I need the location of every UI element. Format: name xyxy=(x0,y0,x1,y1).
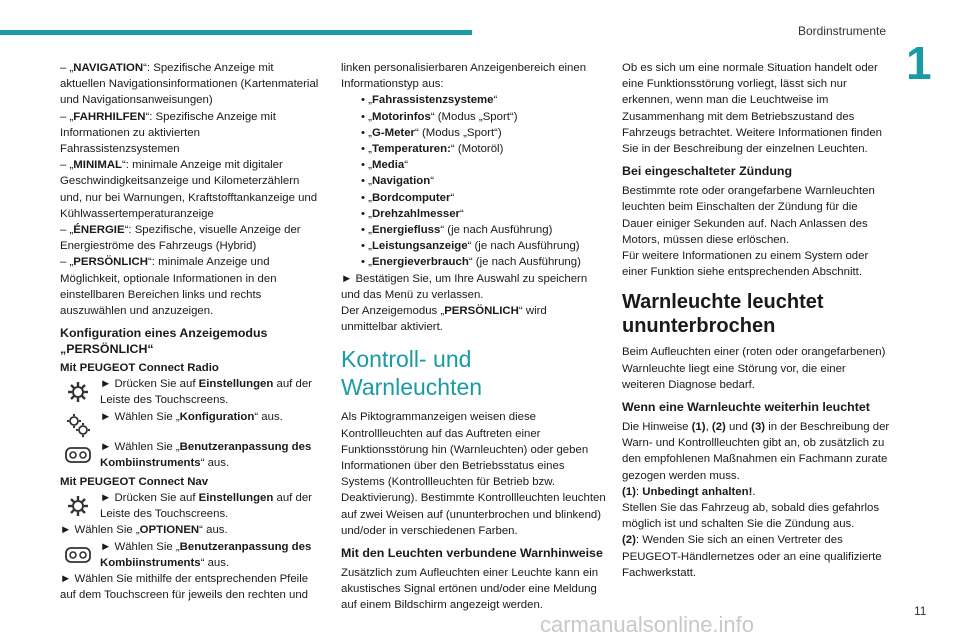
step-text: ► Drücken Sie auf Einstellungen auf der Leiste des Touchscreens. xyxy=(100,378,312,407)
paragraph: – „MINIMAL“: minimale Anzeige mit digitaler Geschwindigkeitsanzeige und Kilometerzählern und, nur bei Warnungen, Kraftstofftankanzeige und Kühlwassertemperaturanzeige xyxy=(60,159,318,220)
list-item: • „Media“ xyxy=(361,159,409,172)
subheading: Wenn eine Warnleuchte weiterhin leuchtet xyxy=(622,400,870,415)
step-row xyxy=(60,539,322,571)
heading-connect-radio: Mit PEUGEOT Connect Radio xyxy=(60,362,219,375)
paragraph: – „ÉNERGIE“: Spezifische, visuelle Anzeige der Energieströme des Fahrzeugs (Hybrid) xyxy=(60,224,301,253)
watermark: carmanualsonline.info xyxy=(540,612,755,637)
instrument-cluster-icon xyxy=(64,441,92,469)
list-item: • „Fahrassistenzsysteme“ xyxy=(361,94,498,107)
step-text: ► Bestätigen Sie, um Ihre Auswahl zu speichern und das Menü zu verlassen. xyxy=(341,272,588,301)
list-item: • „Energieverbrauch“ (je nach Ausführung) xyxy=(361,256,581,269)
heading-connect-nav: Mit PEUGEOT Connect Nav xyxy=(60,476,209,489)
step-row xyxy=(60,409,322,439)
paragraph: Bestimmte rote oder orangefarbene Warnleuchten leuchten beim Einschalten der Zündung für die Dauer einiger Sekunden auf. Nach Anlassen des Motors, müssen diese erlöschen. xyxy=(622,185,875,246)
paragraph: Stellen Sie das Fahrzeug ab, sobald dies gefahrlos möglich ist und schalten Sie die Zündung aus. xyxy=(622,502,880,531)
step-text: ► Wählen Sie mithilfe der entsprechenden Pfeile auf dem Touchscreen für jeweils den rechten und xyxy=(60,573,309,602)
column-3 xyxy=(622,60,890,581)
step-text: ► Wählen Sie „Konfiguration“ aus. xyxy=(100,410,283,423)
step-text: ► Wählen Sie „Benutzeranpassung des Kombiinstruments“ aus. xyxy=(100,540,312,569)
list-item: • „Drehzahlmesser“ xyxy=(361,207,464,220)
subheading: Mit den Leuchten verbundene Warnhinweise xyxy=(341,546,603,561)
step-row xyxy=(60,439,322,471)
gear-icon xyxy=(64,378,92,406)
paragraph: – „FAHRHILFEN“: Spezifische Anzeige mit Informationen zu aktivierten Fahrassistenzsystemen xyxy=(60,110,276,156)
gears-icon xyxy=(64,411,92,439)
list-item: • „G-Meter“ (Modus „Sport“) xyxy=(361,126,502,139)
column-2 xyxy=(341,60,606,614)
list-item: • „Navigation“ xyxy=(361,175,434,188)
gear-icon xyxy=(64,492,92,520)
paragraph: (2): Wenden Sie sich an einen Vertreter des PEUGEOT-Händlernetzes oder an eine qualifizierte Fachwerkstatt. xyxy=(622,534,882,579)
paragraph: Der Anzeigemodus „PERSÖNLICH“ wird unmittelbar aktiviert. xyxy=(341,305,547,334)
header-accent-bar xyxy=(0,30,472,35)
page-number: 11 xyxy=(914,604,927,618)
chapter-number: 1 xyxy=(906,37,932,89)
paragraph: Die Hinweise (1), (2) und (3) in der Beschreibung der Warn- und Kontrollleuchten gibt an, ob zusätzlich zu den empfohlenen Maßnahmen ein Fachmann zurate gezogen werden muss. xyxy=(622,421,890,482)
step-row xyxy=(60,490,322,522)
list-item: • „Energiefluss“ (je nach Ausführung) xyxy=(361,224,553,237)
list-item: • „Bordcomputer“ xyxy=(361,191,455,204)
list-item: • „Temperaturen:“ (Motoröl) xyxy=(361,143,504,156)
paragraph: – „PERSÖNLICH“: minimale Anzeige und Möglichkeit, optionale Informationen in den einstellbaren Bereichen links und rechts auszuwählen und anzuzeigen. xyxy=(60,256,277,318)
paragraph: (1): Unbedingt anhalten!. xyxy=(622,485,756,498)
section-heading: Warnleuchte leuchtet ununterbrochen xyxy=(622,291,824,338)
list-item: • „Leistungsanzeige“ (je nach Ausführung) xyxy=(361,240,580,253)
subheading: Bei eingeschalteter Zündung xyxy=(622,164,793,179)
step-text: ► Wählen Sie „OPTIONEN“ aus. xyxy=(60,524,228,537)
section-heading: Kontroll- und Warnleuchten xyxy=(341,346,483,401)
section-title: Bordinstrumente xyxy=(797,24,886,38)
paragraph: Als Piktogrammanzeigen weisen diese Kontrollleuchten auf das Auftreten einer Funktionsstörung hin (Warnleuchten) oder geben Informationen über den Betriebsstatus eines Systems (Kontrollleuchten für Betrieb bzw. Deaktivierung). Bestimmte Kontrollleuchten leuchten auf zwei Weisen auf (ununterbrochen und blinkend) und/oder in verschiedenen Farben. xyxy=(341,411,606,537)
column-1 xyxy=(60,60,322,603)
paragraph: Beim Aufleuchten einer (roten oder orangefarbenen) Warnleuchte liegt eine Störung vor, die einer weiteren Diagnose bedarf. xyxy=(622,346,886,391)
paragraph: Für weitere Informationen zu einem System oder einer Funktion siehe entsprechenden Abschnitt. xyxy=(622,250,869,279)
paragraph: Ob es sich um eine normale Situation handelt oder eine Funktionsstörung vorliegt, lässt sich nur erkennen, wenn man die Leuchtweise im Zusammenhang mit dem Betriebszustand des Fahrzeugs betrachtet. Weitere Informationen finden Sie in der Beschreibung der einzelnen Leuchten. xyxy=(622,62,883,156)
step-row xyxy=(60,376,322,408)
paragraph: linken personalisierbaren Anzeigenbereich einen Informationstyp aus: xyxy=(341,62,587,91)
paragraph: Zusätzlich zum Aufleuchten einer Leuchte kann ein akustisches Signal ertönen und/oder eine Meldung auf einem Bildschirm angezeigt werden. xyxy=(341,567,599,612)
info-type-list xyxy=(341,92,606,270)
step-text: ► Drücken Sie auf Einstellungen auf der Leiste des Touchscreens. xyxy=(100,492,312,521)
instrument-cluster-icon xyxy=(64,541,92,569)
list-item: • „Motorinfos“ (Modus „Sport“) xyxy=(361,110,518,123)
heading-config: Konfiguration eines Anzeigemodus „PERSÖNLICH“ xyxy=(60,326,268,357)
paragraph: – „NAVIGATION“: Spezifische Anzeige mit aktuellen Navigationsinformationen (Kartenmaterial und Navigationsanweisungen) xyxy=(60,62,319,107)
step-text: ► Wählen Sie „Benutzeranpassung des Kombiinstruments“ aus. xyxy=(100,440,312,469)
